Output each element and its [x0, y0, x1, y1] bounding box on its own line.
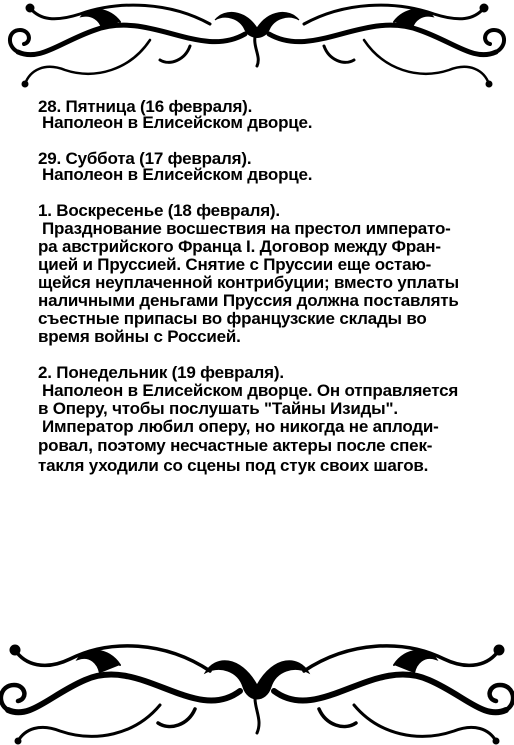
- entry-text-line: в Оперу, чтобы послушать "Тайны Изиды".: [38, 399, 398, 418]
- entry-text-line: ра австрийского Франца I. Договор между Фран-: [38, 237, 441, 256]
- entry-2: [38, 364, 508, 476]
- entry-text-line: Наполеон в Елисейском дворце.: [42, 113, 313, 132]
- entry-text-line: Празднование восшествия на престол императо-: [42, 219, 451, 238]
- entry-text-line: Император любил оперу, но никогда не аплоди-: [42, 417, 439, 436]
- entry-heading: 28. Пятница (16 февраля).: [38, 97, 253, 116]
- entry-heading: 29. Суббота (17 февраля).: [38, 149, 252, 168]
- entry-text-line: наличными деньгами Пруссия должна поставлять: [38, 291, 459, 310]
- entry-29: [38, 150, 508, 184]
- entry-text-line: щейся неуплаченной контрибуции; вместо уплаты: [38, 273, 459, 292]
- entry-text-line: съестные припасы во французские склады во: [38, 309, 427, 328]
- entry-text-line: Наполеон в Елисейском дворце. Он отправляется: [42, 381, 459, 400]
- entry-heading: 2. Понедельник (19 февраля).: [38, 363, 284, 382]
- entry-text-line: время войны с Россией.: [38, 327, 241, 346]
- bottom-ornament: [0, 625, 514, 745]
- entry-text-line: такля уходили со сцены под стук своих шагов.: [38, 456, 429, 475]
- entry-heading: 1. Воскресенье (18 февраля).: [38, 201, 280, 220]
- entry-1: [38, 202, 508, 346]
- top-ornament: [0, 0, 514, 92]
- document-body: [38, 98, 508, 476]
- entry-text-line: цией и Пруссией. Снятие с Пруссии еще остаю-: [38, 255, 432, 274]
- entry-28: [38, 98, 508, 132]
- entry-text-line: Наполеон в Елисейском дворце.: [42, 165, 313, 184]
- entry-text-line: ровал, поэтому несчастные актеры после спек-: [38, 436, 433, 455]
